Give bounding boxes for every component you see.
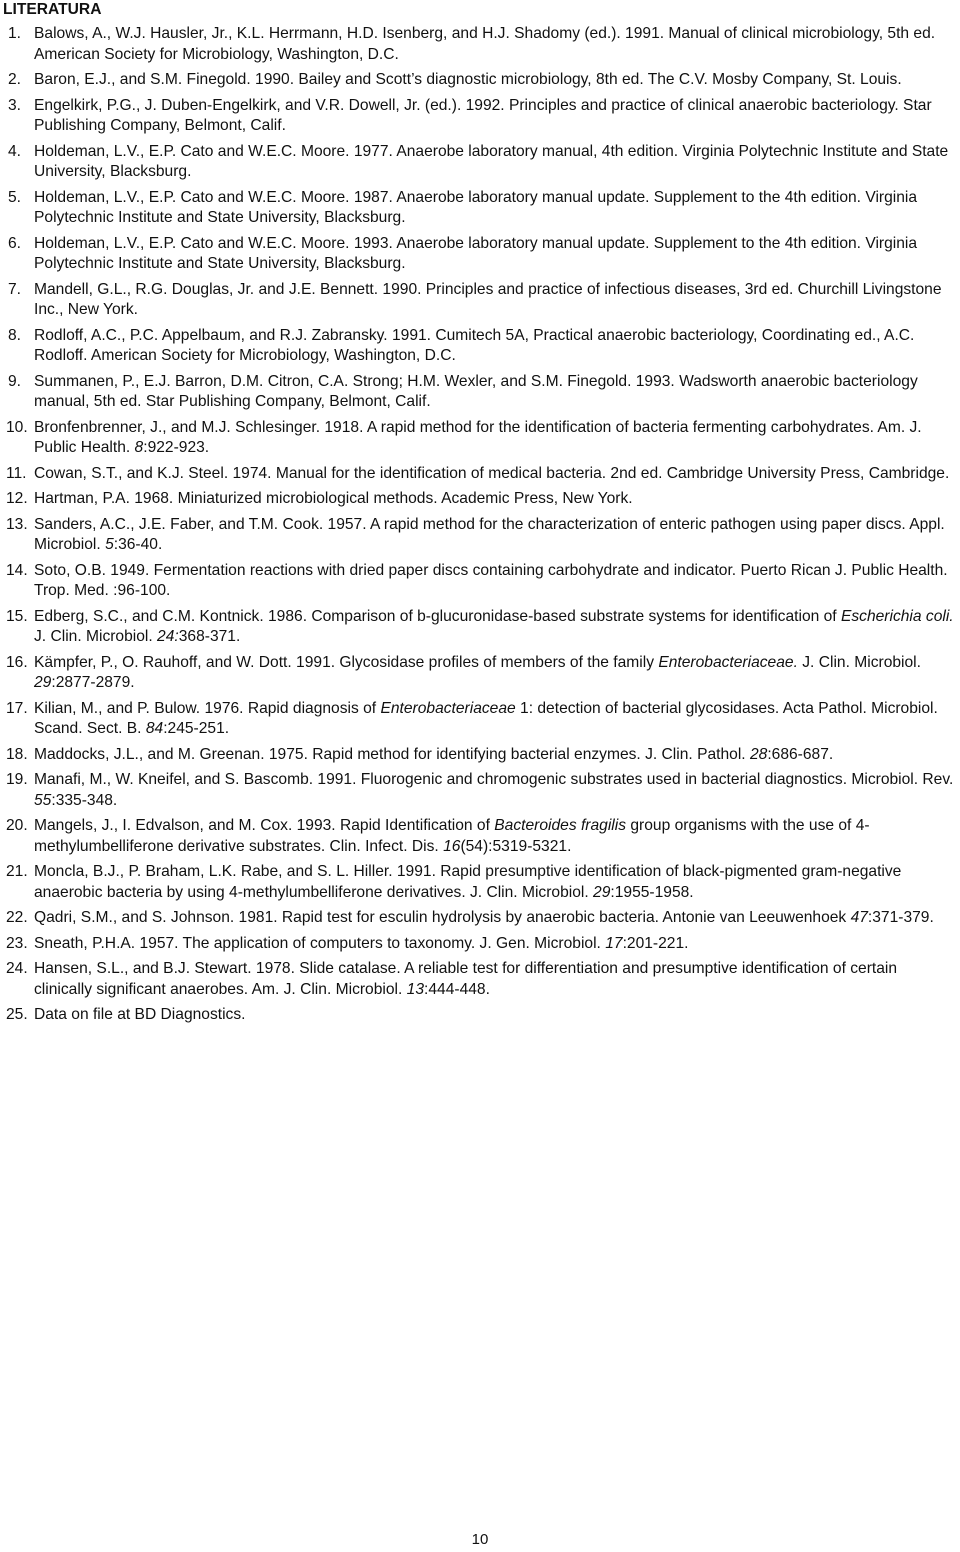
reference-italic-segment: 16 <box>443 837 461 855</box>
reference-text <box>34 771 953 809</box>
reference-item <box>0 561 960 602</box>
reference-text: Holdeman, L.V., E.P. Cato and W.E.C. Moore. 1977. Anaerobe laboratory manual, 4th edition. Virginia Polytechnic Institute and State University, Blacksburg. <box>34 142 949 180</box>
reference-number: 11. <box>6 464 27 482</box>
reference-text <box>34 608 954 646</box>
reference-segment: Maddocks, J.L., and M. Greenan. 1975. Rapid method for identifying bacterial enzymes. J. Clin. Pathol. <box>34 745 750 763</box>
reference-item <box>0 489 960 510</box>
reference-segment: Hansen, S.L., and B.J. Stewart. 1978. Slide catalase. A reliable test for differentiation and presumptive identification of certain clinically significant anaerobes. Am. J. Clin. Microbiol. <box>34 960 898 998</box>
reference-number: 20. <box>6 817 28 834</box>
reference-italic-segment: Bacteroides fragilis <box>494 817 627 834</box>
reference-segment: (54):5319-5321. <box>460 837 572 855</box>
reference-number: 2. <box>8 71 22 88</box>
reference-text <box>34 700 938 738</box>
reference-number: 21. <box>6 863 28 880</box>
reference-item <box>0 24 960 65</box>
reference-segment: :371-379. <box>867 909 934 926</box>
reference-item <box>0 515 960 556</box>
reference-italic-segment: 5 <box>105 536 114 553</box>
reference-italic-segment: 17 <box>605 934 623 952</box>
reference-item <box>0 1005 960 1026</box>
reference-number: 8. <box>8 326 22 344</box>
reference-text: Data on file at BD Diagnostics. <box>34 1006 246 1023</box>
reference-segment: :245-251. <box>163 720 230 737</box>
reference-item <box>0 418 960 459</box>
reference-segment: :201-221. <box>622 934 689 952</box>
reference-number: 22. <box>6 909 28 926</box>
reference-number: 24. <box>6 960 28 977</box>
page-title: LITERATURA <box>3 1 102 18</box>
reference-text <box>34 909 934 926</box>
reference-item <box>0 653 960 694</box>
reference-italic-segment: 13 <box>406 980 425 998</box>
reference-segment: 368-371. <box>178 628 241 645</box>
reference-text: Mandell, G.L., R.G. Douglas, Jr. and J.E. Bennett. 1990. Principles and practice of infectious diseases, 3rd ed. Churchill Livingstone Inc., New York. <box>34 280 942 318</box>
reference-number: 5. <box>8 188 22 206</box>
reference-number: 9. <box>8 372 22 390</box>
reference-number: 15. <box>6 607 28 625</box>
reference-text <box>34 935 688 952</box>
reference-text <box>34 419 922 457</box>
reference-item <box>0 770 960 811</box>
reference-list <box>0 24 960 1031</box>
page-number: 10 <box>471 1531 489 1548</box>
reference-segment: :335-348. <box>51 791 118 809</box>
reference-segment: :922-923. <box>143 439 210 456</box>
reference-segment: J. Clin. Microbiol. <box>797 653 921 671</box>
reference-number: 16. <box>6 653 28 671</box>
reference-text: Rodloff, A.C., P.C. Appelbaum, and R.J. Zabransky. 1991. Cumitech 5A, Practical anaerobic bacteriology, Coordinating ed., A.C. Rodloff. American Society for Microbiology, Washington, D.C. <box>34 326 915 364</box>
reference-text: Hartman, P.A. 1968. Miniaturized microbiological methods. Academic Press, New York. <box>34 490 633 507</box>
reference-italic-segment: 84 <box>145 720 164 737</box>
reference-number: 25. <box>6 1006 28 1023</box>
reference-number: 18. <box>6 745 28 763</box>
reference-text <box>34 654 921 692</box>
reference-text: Engelkirk, P.G., J. Duben-Engelkirk, and V.R. Dowell, Jr. (ed.). 1992. Principles and practice of clinical anaerobic bacteriology. Star Publishing Company, Belmont, Calif. <box>34 96 932 134</box>
reference-item <box>0 699 960 740</box>
reference-number: 19. <box>6 771 28 788</box>
reference-text: Holdeman, L.V., E.P. Cato and W.E.C. Moore. 1987. Anaerobe laboratory manual update. Supplement to the 4th edition. Virginia Polytechnic Institute and State University, Blacksburg. <box>34 188 918 226</box>
reference-item <box>0 607 960 648</box>
reference-text <box>34 746 833 763</box>
reference-segment: Moncla, B.J., P. Braham, L.K. Rabe, and S. L. Hiller. 1991. Rapid presumptive identification of black-pigmented gram-negative anaerobic bacteria by using 4-methylumbelliferone derivatives. J. Clin. Microbiol. <box>34 863 902 901</box>
reference-number: 12. <box>6 490 28 507</box>
reference-segment: Mangels, J., I. Edvalson, and M. Cox. 1993. Rapid Identification of <box>34 817 495 834</box>
reference-number: 10. <box>6 418 28 436</box>
reference-segment: J. Clin. Microbiol. <box>34 628 158 645</box>
reference-italic-segment: 29 <box>593 883 611 901</box>
reference-segment: Bronfenbrenner, J., and M.J. Schlesinger. 1918. A rapid method for the identification of bacteria fermenting carbohydrates. Am. J. Public Health. <box>34 418 922 456</box>
reference-italic-segment: 8 <box>134 439 144 456</box>
reference-item <box>0 142 960 183</box>
reference-segment: group organisms with the use of 4-methylumbelliferone derivative substrates. Clin. Infect. Dis. <box>34 817 870 855</box>
reference-segment: :444-448. <box>424 980 490 998</box>
reference-number: 23. <box>6 934 28 952</box>
reference-italic-segment: 47 <box>850 909 868 926</box>
reference-segment: 1: detection of bacterial glycosidases. Acta Pathol. Microbiol. Scand. Sect. B. <box>34 699 938 737</box>
reference-item <box>0 280 960 321</box>
reference-italic-segment: Escherichia coli. <box>840 607 954 625</box>
reference-item <box>0 372 960 413</box>
reference-item <box>0 326 960 367</box>
reference-text: Holdeman, L.V., E.P. Cato and W.E.C. Moore. 1993. Anaerobe laboratory manual update. Supplement to the 4th edition. Virginia Polytechnic Institute and State University, Blacksburg. <box>34 234 918 272</box>
reference-item <box>0 862 960 903</box>
reference-item <box>0 745 960 766</box>
reference-segment: :36-40. <box>113 536 163 553</box>
reference-number: 4. <box>8 142 22 160</box>
reference-number: 7. <box>8 280 22 298</box>
reference-item <box>0 464 960 485</box>
reference-text <box>34 863 901 901</box>
reference-text: Cowan, S.T., and K.J. Steel. 1974. Manual for the identification of medical bacteria. 2nd ed. Cambridge University Press, Cambridge. <box>34 464 950 482</box>
reference-italic-segment: 29 <box>34 674 52 691</box>
reference-segment: :686-687. <box>767 745 834 763</box>
reference-number: 13. <box>6 515 28 533</box>
reference-item <box>0 70 960 91</box>
reference-item <box>0 188 960 229</box>
reference-item <box>0 959 960 1000</box>
reference-italic-segment: Enterobacteriaceae. <box>658 653 798 671</box>
reference-italic-segment: 24: <box>157 628 179 645</box>
reference-number: 17. <box>6 699 28 717</box>
reference-number: 14. <box>6 561 28 579</box>
reference-italic-segment: Enterobacteriaceae <box>380 699 516 717</box>
reference-text <box>34 516 945 554</box>
reference-text <box>34 817 870 855</box>
reference-item <box>0 234 960 275</box>
reference-item <box>0 934 960 955</box>
reference-text: Balows, A., W.J. Hausler, Jr., K.L. Herrmann, H.D. Isenberg, and H.J. Shadomy (ed.). 1991. Manual of clinical microbiology, 5th ed. American Society for Microbiology, Washington, D.C. <box>34 25 936 63</box>
reference-italic-segment: 55 <box>34 791 52 809</box>
reference-segment: Edberg, S.C., and C.M. Kontnick. 1986. Comparison of b-glucuronidase-based substrate systems for identification of <box>34 607 841 625</box>
reference-item <box>0 816 960 857</box>
reference-text: Baron, E.J., and S.M. Finegold. 1990. Bailey and Scott’s diagnostic microbiology, 8th ed. The C.V. Mosby Company, St. Louis. <box>34 71 902 88</box>
reference-segment: :2877-2879. <box>51 674 135 691</box>
reference-segment: Kilian, M., and P. Bulow. 1976. Rapid diagnosis of <box>34 699 381 717</box>
reference-italic-segment: 28 <box>749 745 768 763</box>
reference-segment: Kämpfer, P., O. Rauhoff, and W. Dott. 1991. Glycosidase profiles of members of the family <box>34 653 659 671</box>
reference-text: Summanen, P., E.J. Barron, D.M. Citron, C.A. Strong; H.M. Wexler, and S.M. Finegold. 1993. Wadsworth anaerobic bacteriology manual, 5th ed. Star Publishing Company, Belmont, Calif. <box>34 372 918 410</box>
reference-number: 1. <box>8 25 22 42</box>
reference-number: 3. <box>8 96 22 114</box>
reference-number: 6. <box>8 234 22 252</box>
reference-item <box>0 908 960 929</box>
reference-text <box>34 960 897 998</box>
reference-text: Soto, O.B. 1949. Fermentation reactions with dried paper discs containing carbohydrate and indicator. Puerto Rican J. Public Health. Trop. Med. :96-100. <box>34 561 948 599</box>
reference-segment: :1955-1958. <box>610 883 694 901</box>
reference-segment: Qadri, S.M., and S. Johnson. 1981. Rapid test for esculin hydrolysis by anaerobic bacteria. Antonie van Leeuwenhoek <box>34 909 851 926</box>
reference-segment: Sanders, A.C., J.E. Faber, and T.M. Cook. 1957. A rapid method for the characterization of enteric pathogen using paper discs. Appl. Microbiol. <box>34 515 945 553</box>
reference-segment: Sneath, P.H.A. 1957. The application of computers to taxonomy. J. Gen. Microbiol. <box>34 934 606 952</box>
reference-segment: Manafi, M., W. Kneifel, and S. Bascomb. 1991. Fluorogenic and chromogenic substrates used in bacterial diagnostics. Microbiol. Rev. <box>34 771 954 788</box>
reference-item <box>0 96 960 137</box>
